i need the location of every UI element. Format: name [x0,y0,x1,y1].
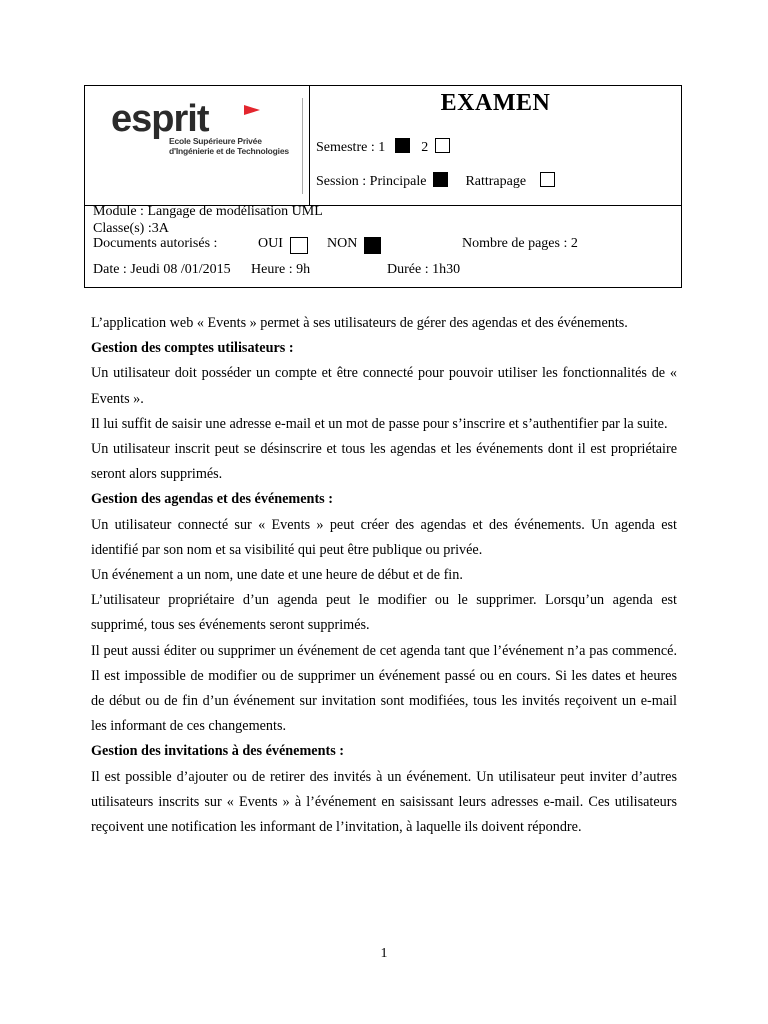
session-line [316,172,555,190]
session-principale-checkbox [433,172,448,187]
logo-divider [302,98,303,194]
module-line: Module : Langage de modélisation UML [93,204,323,219]
section-agendas-p4: Il peut aussi éditer ou supprimer un événement de cet agenda tant que l’événement n’a pas commencé. Il est impossible de modifier ou de supprimer un événement passé ou en cours. Si les dates et heures de début ou de fin d’un événement sur invitation sont modifiées, tous les invités reçoivent un e-mail les informant de ces changements. [91,642,677,735]
non-checkbox [364,237,381,254]
exam-info-cell [309,86,681,205]
non-label: NON [327,236,358,251]
logo-cell [85,86,309,205]
nombre-pages: Nombre de pages : 2 [462,236,578,251]
documents-label: Documents autorisés : [93,236,218,251]
duree-value: Durée : 1h30 [387,262,461,277]
oui-label: OUI [258,236,283,251]
section-agendas-title: Gestion des agendas et des événements : [91,491,333,508]
page-number: 1 [380,946,388,961]
date-value: Date : Jeudi 08 /01/2015 [93,262,231,277]
session-label: Session : Principale [316,174,427,189]
section-comptes-p2: Il lui suffit de saisir une adresse e-mail et un mot de passe pour s’inscrire et s’authentifier par la suite. [91,415,668,432]
logo-flag-icon [244,105,260,115]
exam-body [91,311,677,840]
session-rattrapage-label: Rattrapage [465,174,527,189]
section-invitations-p1: Il est possible d’ajouter ou de retirer des invités à un événement. Un utilisateur peut inviter d’autres utilisateurs inscrits sur « Events » à l’événement en saisissant leurs adresses e-mail. Ces utilisateurs reçoivent une notification les informant de l’invitation, à laquelle ils doivent répondre. [91,768,677,836]
documents-line [93,236,673,252]
semestre-label: Semestre : 1 [316,140,386,155]
section-comptes-p3: Un utilisateur inscrit peut se désinscrire et tous les agendas et les événements dont il est propriétaire seront alors supprimés. [91,441,677,483]
section-invitations-title: Gestion des invitations à des événements : [91,743,345,760]
semestre-1-checkbox [395,138,410,153]
semestre-2-checkbox [435,138,450,153]
classes-line: Classe(s) :3A [93,221,169,236]
logo-subtitle [169,136,289,156]
logo-subtitle-line1: Ecole Supérieure Privée [169,136,262,146]
oui-checkbox [290,237,308,254]
date-line [93,262,673,278]
logo-subtitle-line2: d'Ingénierie et de Technologies [169,146,289,156]
exam-header-box [84,85,682,288]
intro-paragraph: L’application web « Events » permet à ses utilisateurs de gérer des agendas et des événements. [91,315,628,331]
section-agendas-p3: L’utilisateur propriétaire d’un agenda peut le modifier ou le supprimer. Lorsqu’un agenda est supprimé, tous ses événements seront supprimés. [91,592,677,634]
section-comptes-title: Gestion des comptes utilisateurs : [91,340,294,357]
heure-value: Heure : 9h [251,262,311,277]
exam-title: EXAMEN [440,90,551,116]
session-rattrapage-checkbox [540,172,555,187]
section-agendas-p2: Un événement a un nom, une date et une heure de début et de fin. [91,567,463,584]
section-agendas-p1: Un utilisateur connecté sur « Events » peut créer des agendas et des événements. Un agenda est identifié par son nom et sa visibilité qui peut être publique ou privée. [91,516,677,558]
section-comptes-p1: Un utilisateur doit posséder un compte et être connecté pour pouvoir utiliser les fonctionnalités de « Events ». [91,365,677,407]
semestre-line [316,138,450,156]
esprit-logo-wordmark: esprit [111,98,209,140]
semestre-2-label: 2 [421,140,429,155]
